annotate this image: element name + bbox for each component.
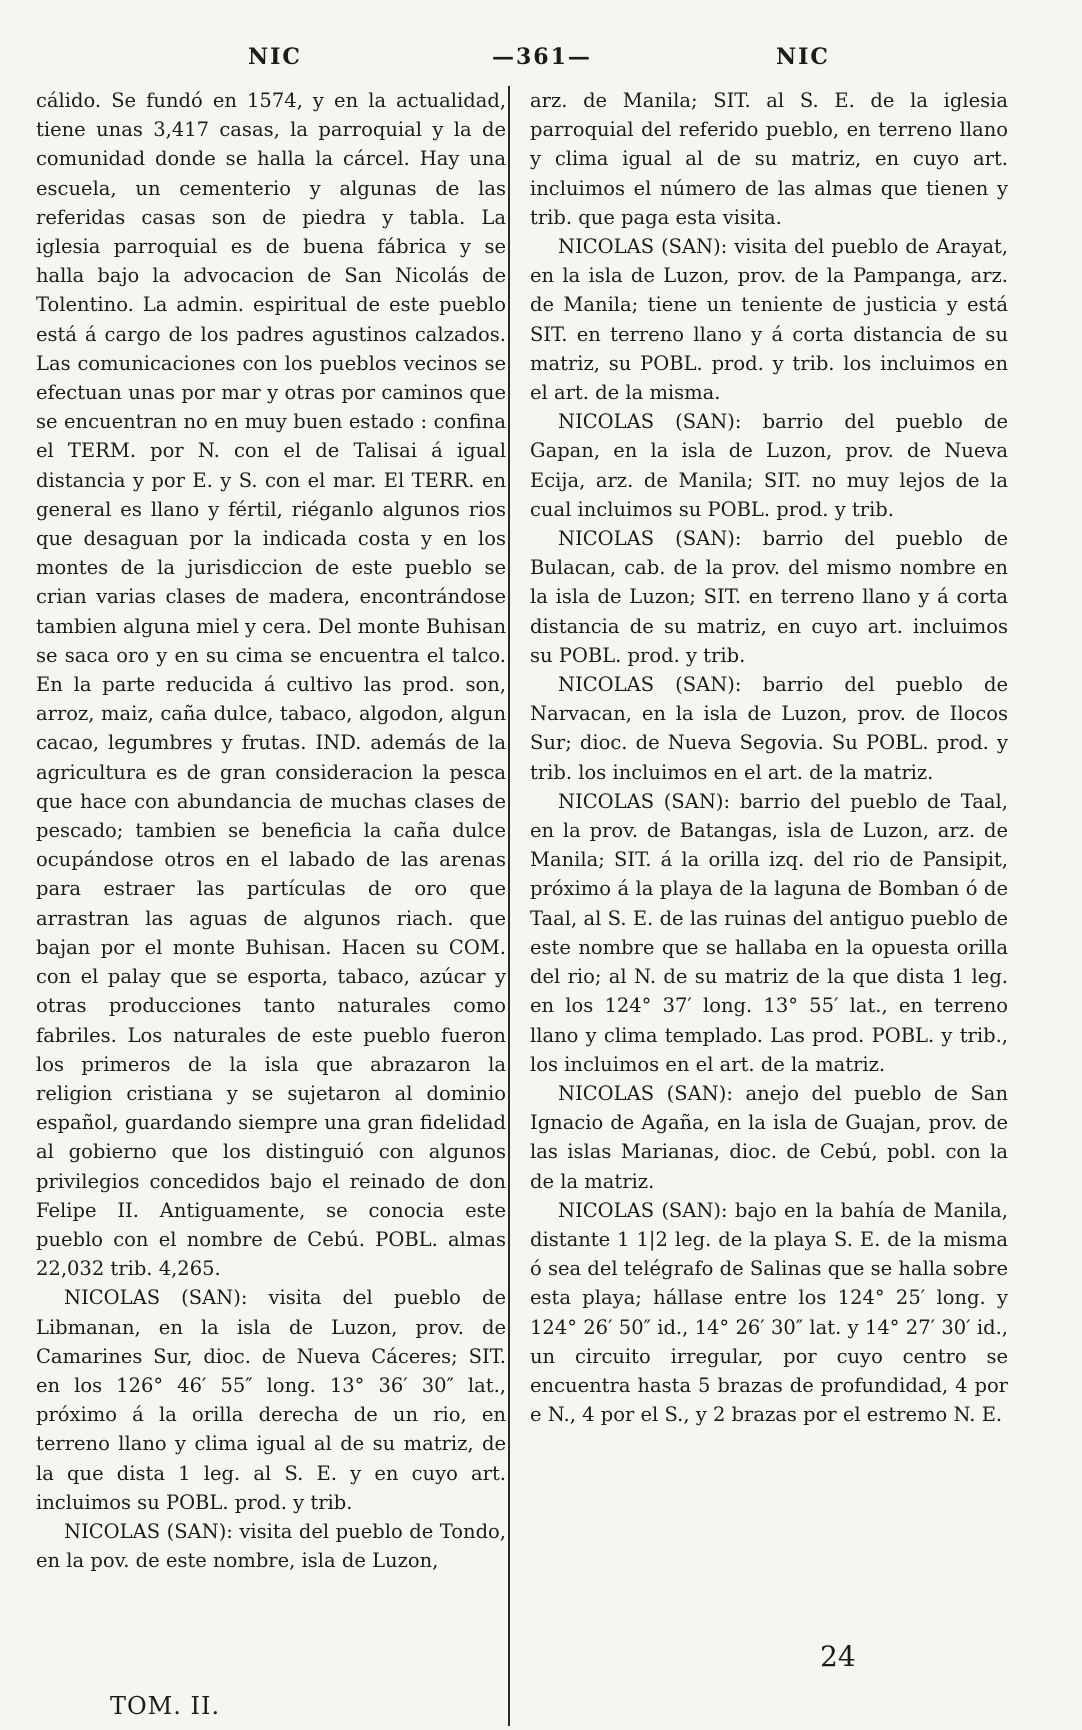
entry-nicolas-bulacan: NICOLAS (SAN): barrio del pueblo de Bulacan, cab. de la prov. del mismo nombre en la isla de Luzon; SIT. en terreno llano y á corta distancia de su matriz, en cuyo art. incluimos su POBL. prod. y trib. (530, 527, 1008, 667)
entry-nicolas-narvacan: NICOLAS (SAN): barrio del pueblo de Narvacan, en la isla de Luzon, prov. de Ilocos Sur; dioc. de Nueva Segovia. Su POBL. prod. y trib. los incluimos en el art. de la matriz. (530, 673, 1008, 784)
entry-continuation: cálido. Se fundó en 1574, y en la actualidad, tiene unas 3,417 casas, la parroquial y la de comunidad donde se halla la cárcel. Hay una escuela, un cementerio y algunas de las referidas casas son de piedra y tabla. La iglesia parroquial es de buena fábrica y se halla bajo la advocacion de San Nicolás de Tolentino. La admin. espiritual de este pueblo está á cargo de los padres agustinos calzados. Las comunicaciones con los pueblos vecinos se efectuan unas por mar y otras por caminos que se encuentran no en muy buen estado : confina el TERM. por N. con el de Talisai á igual distancia y por E. y S. con el mar. El TERR. en general es llano y fértil, riéganlo algunos rios que desaguan por la indicada costa y en los montes de la jurisdiccion de este pueblo se crian varias clases de madera, encontrándose tambien alguna miel y cera. Del monte Buhisan se saca oro y en su cima se encuentra el talco. En la parte reducida á cultivo las prod. son, arroz, maiz, caña dulce, tabaco, algodon, algun cacao, legumbres y frutas. IND. además de la agricultura es de gran consideracion la pesca que hace con abundancia de muchas clases de pescado; tambien se beneficia la caña dulce ocupándose otros en el labado de las arenas para estraer las partículas de oro que arrastran las aguas de algunos riach. que bajan por el monte Buhisan. Hacen su COM. con el palay que se esporta, tabaco, azúcar y otras producciones tanto naturales como fabriles. Los naturales de este pueblo fueron los primeros de la isla que abrazaron la religion cristiana y se sujetaron al dominio español, guardando siempre una gran fidelidad al gobierno que los distinguió con algunos privilegios concedidos bajo el reinado de don Felipe II. Antiguamente, se conocia este pueblo con el nombre de Cebú. POBL. almas 22,032 trib. 4,265. (36, 89, 506, 1281)
header-left-abbrev: NIC (248, 44, 302, 70)
entry-nicolas-agana: NICOLAS (SAN): anejo del pueblo de San Ignacio de Agaña, en la isla de Guajan, prov. de las islas Marianas, dioc. de Cebú, pobl. con la de la matriz. (530, 1081, 1008, 1193)
entry-tondo-continuation: arz. de Manila; SIT. al S. E. de la iglesia parroquial del referido pueblo, en terreno llano y clima igual al de su matriz, en cuyo art. incluimos el número de las almas que tienen y trib. que paga esta visita. (530, 89, 1008, 229)
entry-nicolas-taal: NICOLAS (SAN): barrio del pueblo de Taal, en la prov. de Batangas, isla de Luzon, arz. de Manila; SIT. á la orilla izq. del rio de Pansipit, próximo á la playa de la laguna de Bomban ó de Taal, al S. E. de las ruinas del antiguo pueblo de este nombre que se hallaba en la opuesta orilla del rio; al N. de su matriz de la que dista 1 leg. en los 124° 37′ long. 13° 55′ lat., en terreno llano y clima templado. Las prod. POBL. y trib., los incluimos en el art. de la matriz. (530, 789, 1008, 1076)
page-number: —361— (492, 44, 592, 70)
column-divider (508, 86, 510, 1726)
entry-nicolas-gapan: NICOLAS (SAN): barrio del pueblo de Gapan, en la isla de Luzon, prov. de Nueva Ecija, arz. de Manila; SIT. no muy lejos de la cual incluimos su POBL. prod. y trib. (530, 410, 1008, 521)
running-header (0, 40, 1082, 80)
entry-nicolas-tondo: NICOLAS (SAN): visita del pueblo de Tondo, en la pov. de este nombre, isla de Luzon, (36, 1519, 506, 1573)
header-right-abbrev: NIC (776, 44, 830, 70)
entry-nicolas-libmanan: NICOLAS (SAN): visita del pueblo de Libmanan, en la isla de Luzon, prov. de Camarines Sur, dioc. de Nueva Cáceres; SIT. en los 126° 46′ 55″ long. 13° 36′ 30″ lat., próximo á la orilla derecha de un rio, en terreno llano y clima igual al de su matriz, de la que dista 1 leg. al S. E. y en cuyo art. incluimos su POBL. prod. y trib. (36, 1286, 506, 1514)
left-column (36, 86, 506, 1575)
signature-mark: 24 (820, 1640, 856, 1673)
volume-label: TOM. II. (110, 1692, 221, 1720)
right-column (530, 86, 1008, 1429)
entry-nicolas-bajo-manila: NICOLAS (SAN): bajo en la bahía de Manila, distante 1 1|2 leg. de la playa S. E. de la misma ó sea del telégrafo de Salinas que se halla sobre esta playa; hállase entre los 124° 25′ long. y 124° 26′ 50″ id., 14° 26′ 30″ lat. y 14° 27′ 30′ id., un circuito irregular, por cuyo centro se encuentra hasta 5 brazas de profundidad, 4 por e N., 4 por el S., y 2 brazas por el estremo N. E. (530, 1198, 1008, 1427)
entry-nicolas-arayat: NICOLAS (SAN): visita del pueblo de Arayat, en la isla de Luzon, prov. de la Pampanga, arz. de Manila; tiene un teniente de justicia y está SIT. en terreno llano y á corta distancia de su matriz, su POBL. prod. y trib. los incluimos en el art. de la misma. (530, 235, 1008, 405)
